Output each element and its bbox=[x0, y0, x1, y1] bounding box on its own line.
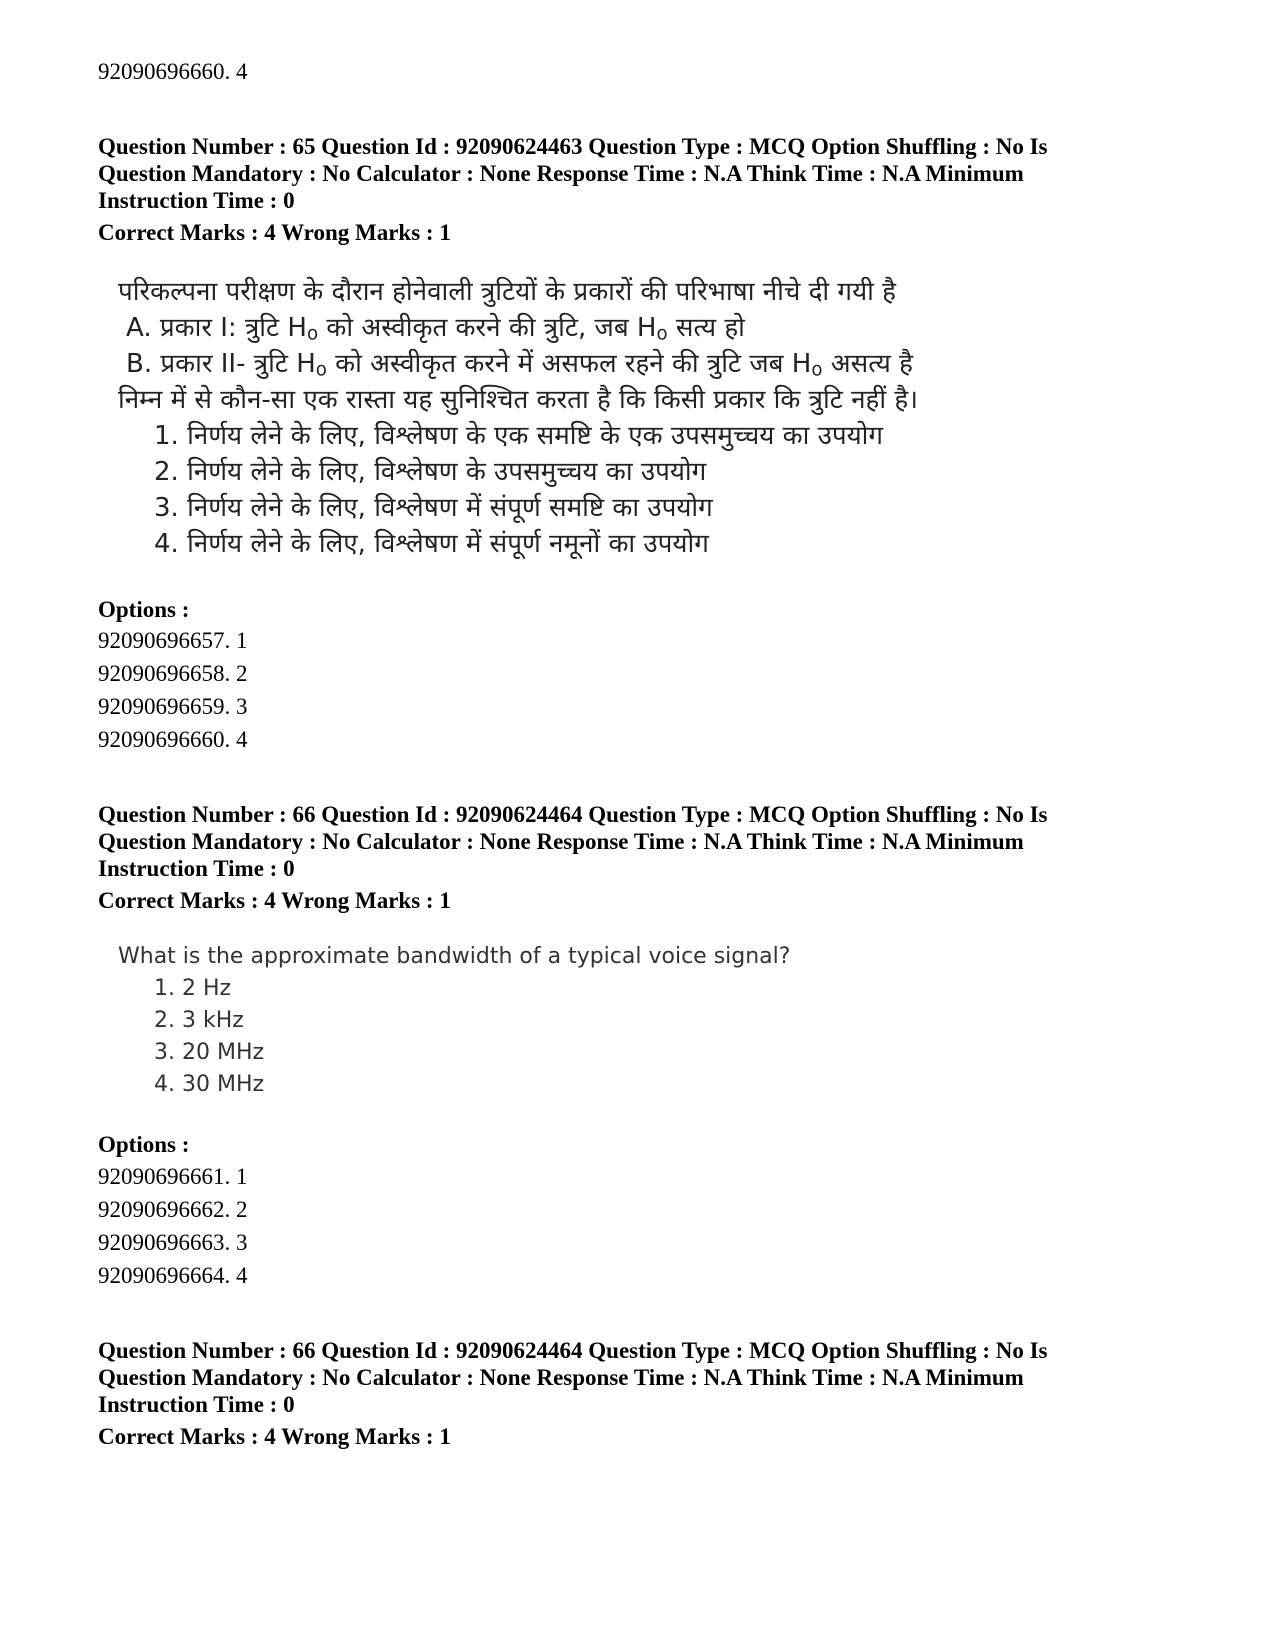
option-line: 92090696661. 1 bbox=[98, 1164, 248, 1189]
option-line: 92090696659. 3 bbox=[98, 694, 248, 719]
options-label: Options : bbox=[98, 597, 190, 622]
question-choice-line: 3. निर्णय लेने के लिए, विश्लेषण में संपूर्ण समष्टि का उपयोग bbox=[154, 493, 713, 523]
question-header-line: Question Number : 66 Question Id : 92090624464 Question Type : MCQ Option Shuffling : No Is bbox=[98, 1338, 1048, 1363]
question-header-line: Instruction Time : 0 bbox=[98, 188, 295, 213]
option-line: 92090696660. 4 bbox=[98, 59, 248, 84]
question-text-line: A. प्रकार I: त्रुटि $H_o$ को अस्वीकृत करने की त्रुटि, जब $H_o$ सत्य हो bbox=[126, 313, 745, 345]
question-text-line: What is the approximate bandwidth of a typical voice signal? bbox=[118, 944, 791, 969]
marks-line: Correct Marks : 4 Wrong Marks : 1 bbox=[98, 220, 451, 245]
question-header-line: Question Mandatory : No Calculator : None Response Time : N.A Think Time : N.A Minimum bbox=[98, 161, 1024, 186]
option-line: 92090696660. 4 bbox=[98, 727, 248, 752]
option-line: 92090696657. 1 bbox=[98, 628, 248, 653]
option-line: 92090696658. 2 bbox=[98, 661, 248, 686]
question-choice-line: 4. निर्णय लेने के लिए, विश्लेषण में संपूर्ण नमूनों का उपयोग bbox=[154, 529, 709, 559]
options-label: Options : bbox=[98, 1132, 190, 1157]
option-line: 92090696663. 3 bbox=[98, 1230, 248, 1255]
question-header-line: Question Number : 66 Question Id : 92090624464 Question Type : MCQ Option Shuffling : No Is bbox=[98, 802, 1048, 827]
option-line: 92090696664. 4 bbox=[98, 1263, 248, 1288]
question-header-line: Question Mandatory : No Calculator : None Response Time : N.A Think Time : N.A Minimum bbox=[98, 829, 1024, 854]
option-line: 92090696662. 2 bbox=[98, 1197, 248, 1222]
question-choice-line: 1. 2 Hz bbox=[154, 976, 232, 1001]
question-choice-line: 4. 30 MHz bbox=[154, 1072, 265, 1097]
question-choice-line: 2. निर्णय लेने के लिए, विश्लेषण के उपसमुच्चय का उपयोग bbox=[154, 457, 707, 487]
question-header-line: Instruction Time : 0 bbox=[98, 856, 295, 881]
marks-line: Correct Marks : 4 Wrong Marks : 1 bbox=[98, 888, 451, 913]
question-choice-line: 2. 3 kHz bbox=[154, 1008, 244, 1033]
question-header-line: Question Mandatory : No Calculator : None Response Time : N.A Think Time : N.A Minimum bbox=[98, 1365, 1024, 1390]
question-choice-line: 3. 20 MHz bbox=[154, 1040, 265, 1065]
marks-line: Correct Marks : 4 Wrong Marks : 1 bbox=[98, 1424, 451, 1449]
question-header-line: Question Number : 65 Question Id : 92090624463 Question Type : MCQ Option Shuffling : No Is bbox=[98, 134, 1048, 159]
question-header-line: Instruction Time : 0 bbox=[98, 1392, 295, 1417]
question-text-line: परिकल्पना परीक्षण के दौरान होनेवाली त्रुटियों के प्रकारों की परिभाषा नीचे दी गयी है bbox=[118, 277, 896, 307]
question-text-line: B. प्रकार II- त्रुटि $H_o$ को अस्वीकृत करने में असफल रहने की त्रुटि जब $H_o$ असत्य है bbox=[126, 349, 913, 381]
question-text-line: निम्न में से कौन-सा एक रास्ता यह सुनिश्चित करता है कि किसी प्रकार कि त्रुटि नहीं है। bbox=[118, 385, 918, 415]
question-choice-line: 1. निर्णय लेने के लिए, विश्लेषण के एक समष्टि के एक उपसमुच्चय का उपयोग bbox=[154, 421, 884, 451]
